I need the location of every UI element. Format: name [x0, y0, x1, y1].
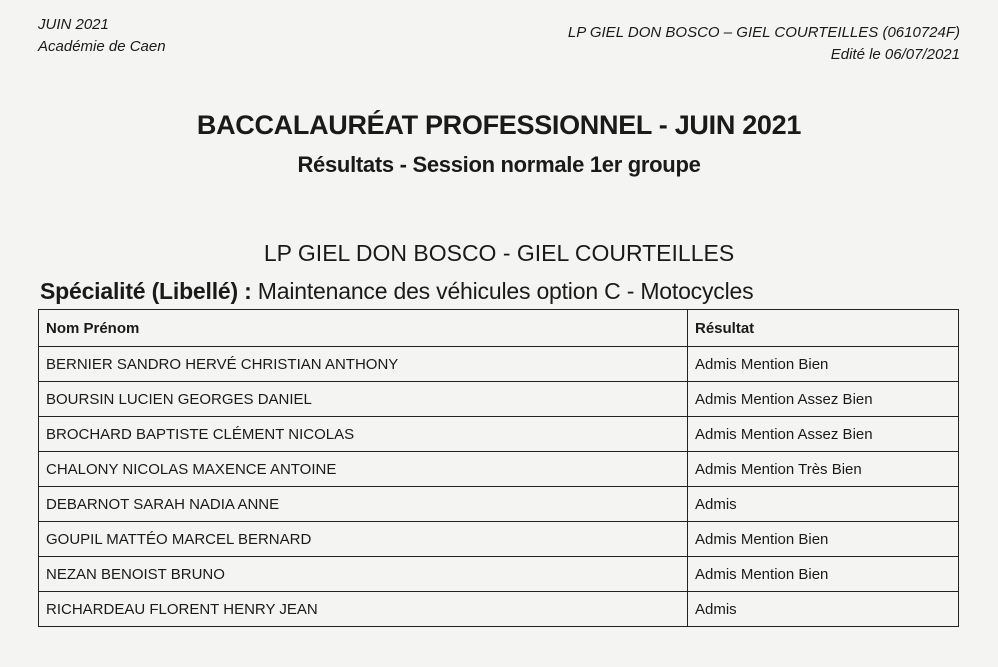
school-code-line: LP GIEL DON BOSCO – GIEL COURTEILLES (0610724F) — [567, 24, 960, 41]
header-nom-prenom: Nom Prénom — [39, 310, 688, 347]
specialite-label: Spécialité (Libellé) : — [40, 278, 252, 304]
header-left — [38, 14, 166, 58]
cell-result: Admis — [688, 487, 959, 522]
header-right — [568, 22, 960, 66]
page-subtitle: Résultats - Session normale 1er groupe — [297, 152, 701, 177]
page-title: BACCALAURÉAT PROFESSIONNEL - JUIN 2021 — [196, 110, 802, 140]
table-row — [39, 347, 959, 382]
cell-name: BERNIER SANDRO HERVÉ CHRISTIAN ANTHONY — [39, 347, 688, 382]
session-date: JUIN 2021 — [38, 16, 109, 33]
academie: Académie de Caen — [38, 38, 166, 55]
cell-name: RICHARDEAU FLORENT HENRY JEAN — [39, 592, 688, 627]
cell-result: Admis Mention Bien — [688, 522, 959, 557]
table-row — [39, 592, 959, 627]
cell-name: NEZAN BENOIST BRUNO — [39, 557, 688, 592]
cell-result: Admis Mention Bien — [688, 557, 959, 592]
cell-result: Admis Mention Assez Bien — [688, 382, 959, 417]
edition-date: Edité le 06/07/2021 — [830, 46, 960, 63]
table-row — [39, 487, 959, 522]
table-row — [39, 382, 959, 417]
cell-result: Admis Mention Assez Bien — [688, 417, 959, 452]
cell-name: DEBARNOT SARAH NADIA ANNE — [39, 487, 688, 522]
header-resultat: Résultat — [688, 310, 959, 347]
cell-name: BROCHARD BAPTISTE CLÉMENT NICOLAS — [39, 417, 688, 452]
table-row — [39, 557, 959, 592]
cell-name: BOURSIN LUCIEN GEORGES DANIEL — [39, 382, 688, 417]
specialite-value: Maintenance des véhicules option C - Motocycles — [251, 278, 754, 304]
cell-result: Admis Mention Bien — [688, 347, 959, 382]
cell-name: GOUPIL MATTÉO MARCEL BERNARD — [39, 522, 688, 557]
table-row — [39, 417, 959, 452]
table-row — [39, 452, 959, 487]
results-table — [38, 309, 959, 627]
table-header-row — [39, 310, 959, 347]
cell-result: Admis — [688, 592, 959, 627]
specialite-line — [40, 278, 753, 305]
cell-result: Admis Mention Très Bien — [688, 452, 959, 487]
cell-name: CHALONY NICOLAS MAXENCE ANTOINE — [39, 452, 688, 487]
table-row — [39, 522, 959, 557]
school-name: LP GIEL DON BOSCO - GIEL COURTEILLES — [263, 240, 735, 266]
